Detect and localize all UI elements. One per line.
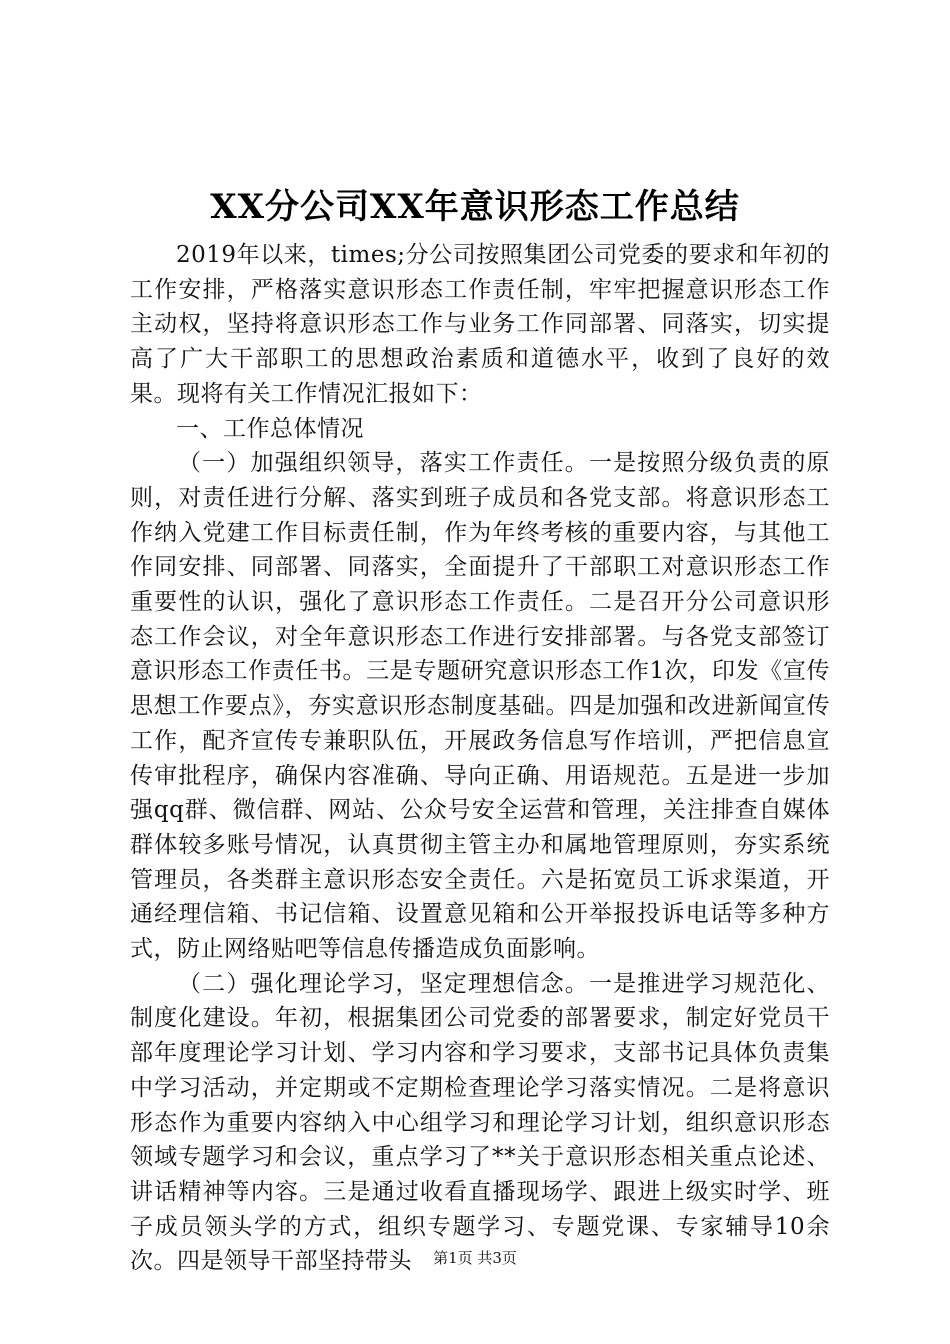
subsection-paragraph-2: （二）强化理论学习，坚定理想信念。一是推进学习规范化、制度化建设。年初，根据集团公司党委的部署要求，制定好党员干部年度理论学习计划、学习内容和学习要求，支部书记具体负责集中学习活动，并定期或不定期检查理论学习落实情况。二是将意识形态作为重要内容纳入中心组学习和理论学习计划，组织意识形态领域专题学习和会议，重点学习了**关于意识形态相关重点论述、讲话精神等内容。三是通过收看直播现场学、跟进上级实时学、班子成员领头学的方式，组织专题学习、专题党课、专家辅导10余次。四是领导干部坚持带头 bbox=[130, 970, 830, 1275]
document-title: XX分公司XX年意识形态工作总结 bbox=[210, 187, 740, 227]
page-footer: 第1页 共3页 bbox=[433, 1249, 517, 1267]
document-body bbox=[130, 238, 830, 1279]
section-heading: 一、工作总体情况 bbox=[176, 415, 364, 442]
subsection-paragraph-1: （一）加强组织领导，落实工作责任。一是按照分级负责的原则，对责任进行分解、落实到班子成员和各党支部。将意识形态工作纳入党建工作目标责任制，作为年终考核的重要内容，与其他工作同安排、同部署、同落实，全面提升了干部职工对意识形态工作重要性的认识，强化了意识形态工作责任。二是召开分公司意识形态工作会议，对全年意识形态工作进行安排部署。与各党支部签订意识形态工作责任书。三是专题研究意识形态工作1次，印发《宣传思想工作要点》，夯实意识形态制度基础。四是加强和改进新闻宣传工作，配齐宣传专兼职队伍，开展政务信息写作培训，严把信息宣传审批程序，确保内容准确、导向正确、用语规范。五是进一步加强qq群、微信群、网站、公众号安全运营和管理，关注排查自媒体群体较多账号情况，认真贯彻主管主办和属地管理原则，夯实系统管理员，各类群主意识形态安全责任。六是拓宽员工诉求渠道，开通经理信箱、书记信箱、设置意见箱和公开举报投诉电话等多种方式，防止网络贴吧等信息传播造成负面影响。 bbox=[130, 450, 830, 963]
intro-paragraph: 2019年以来，times;分公司按照集团公司党委的要求和年初的工作安排，严格落实意识形态工作责任制，牢牢把握意识形态工作主动权，坚持将意识形态工作与业务工作同部署、同落实，切实提高了广大干部职工的思想政治素质和道德水平，收到了良好的效果。现将有关工作情况汇报如下： bbox=[130, 242, 830, 407]
